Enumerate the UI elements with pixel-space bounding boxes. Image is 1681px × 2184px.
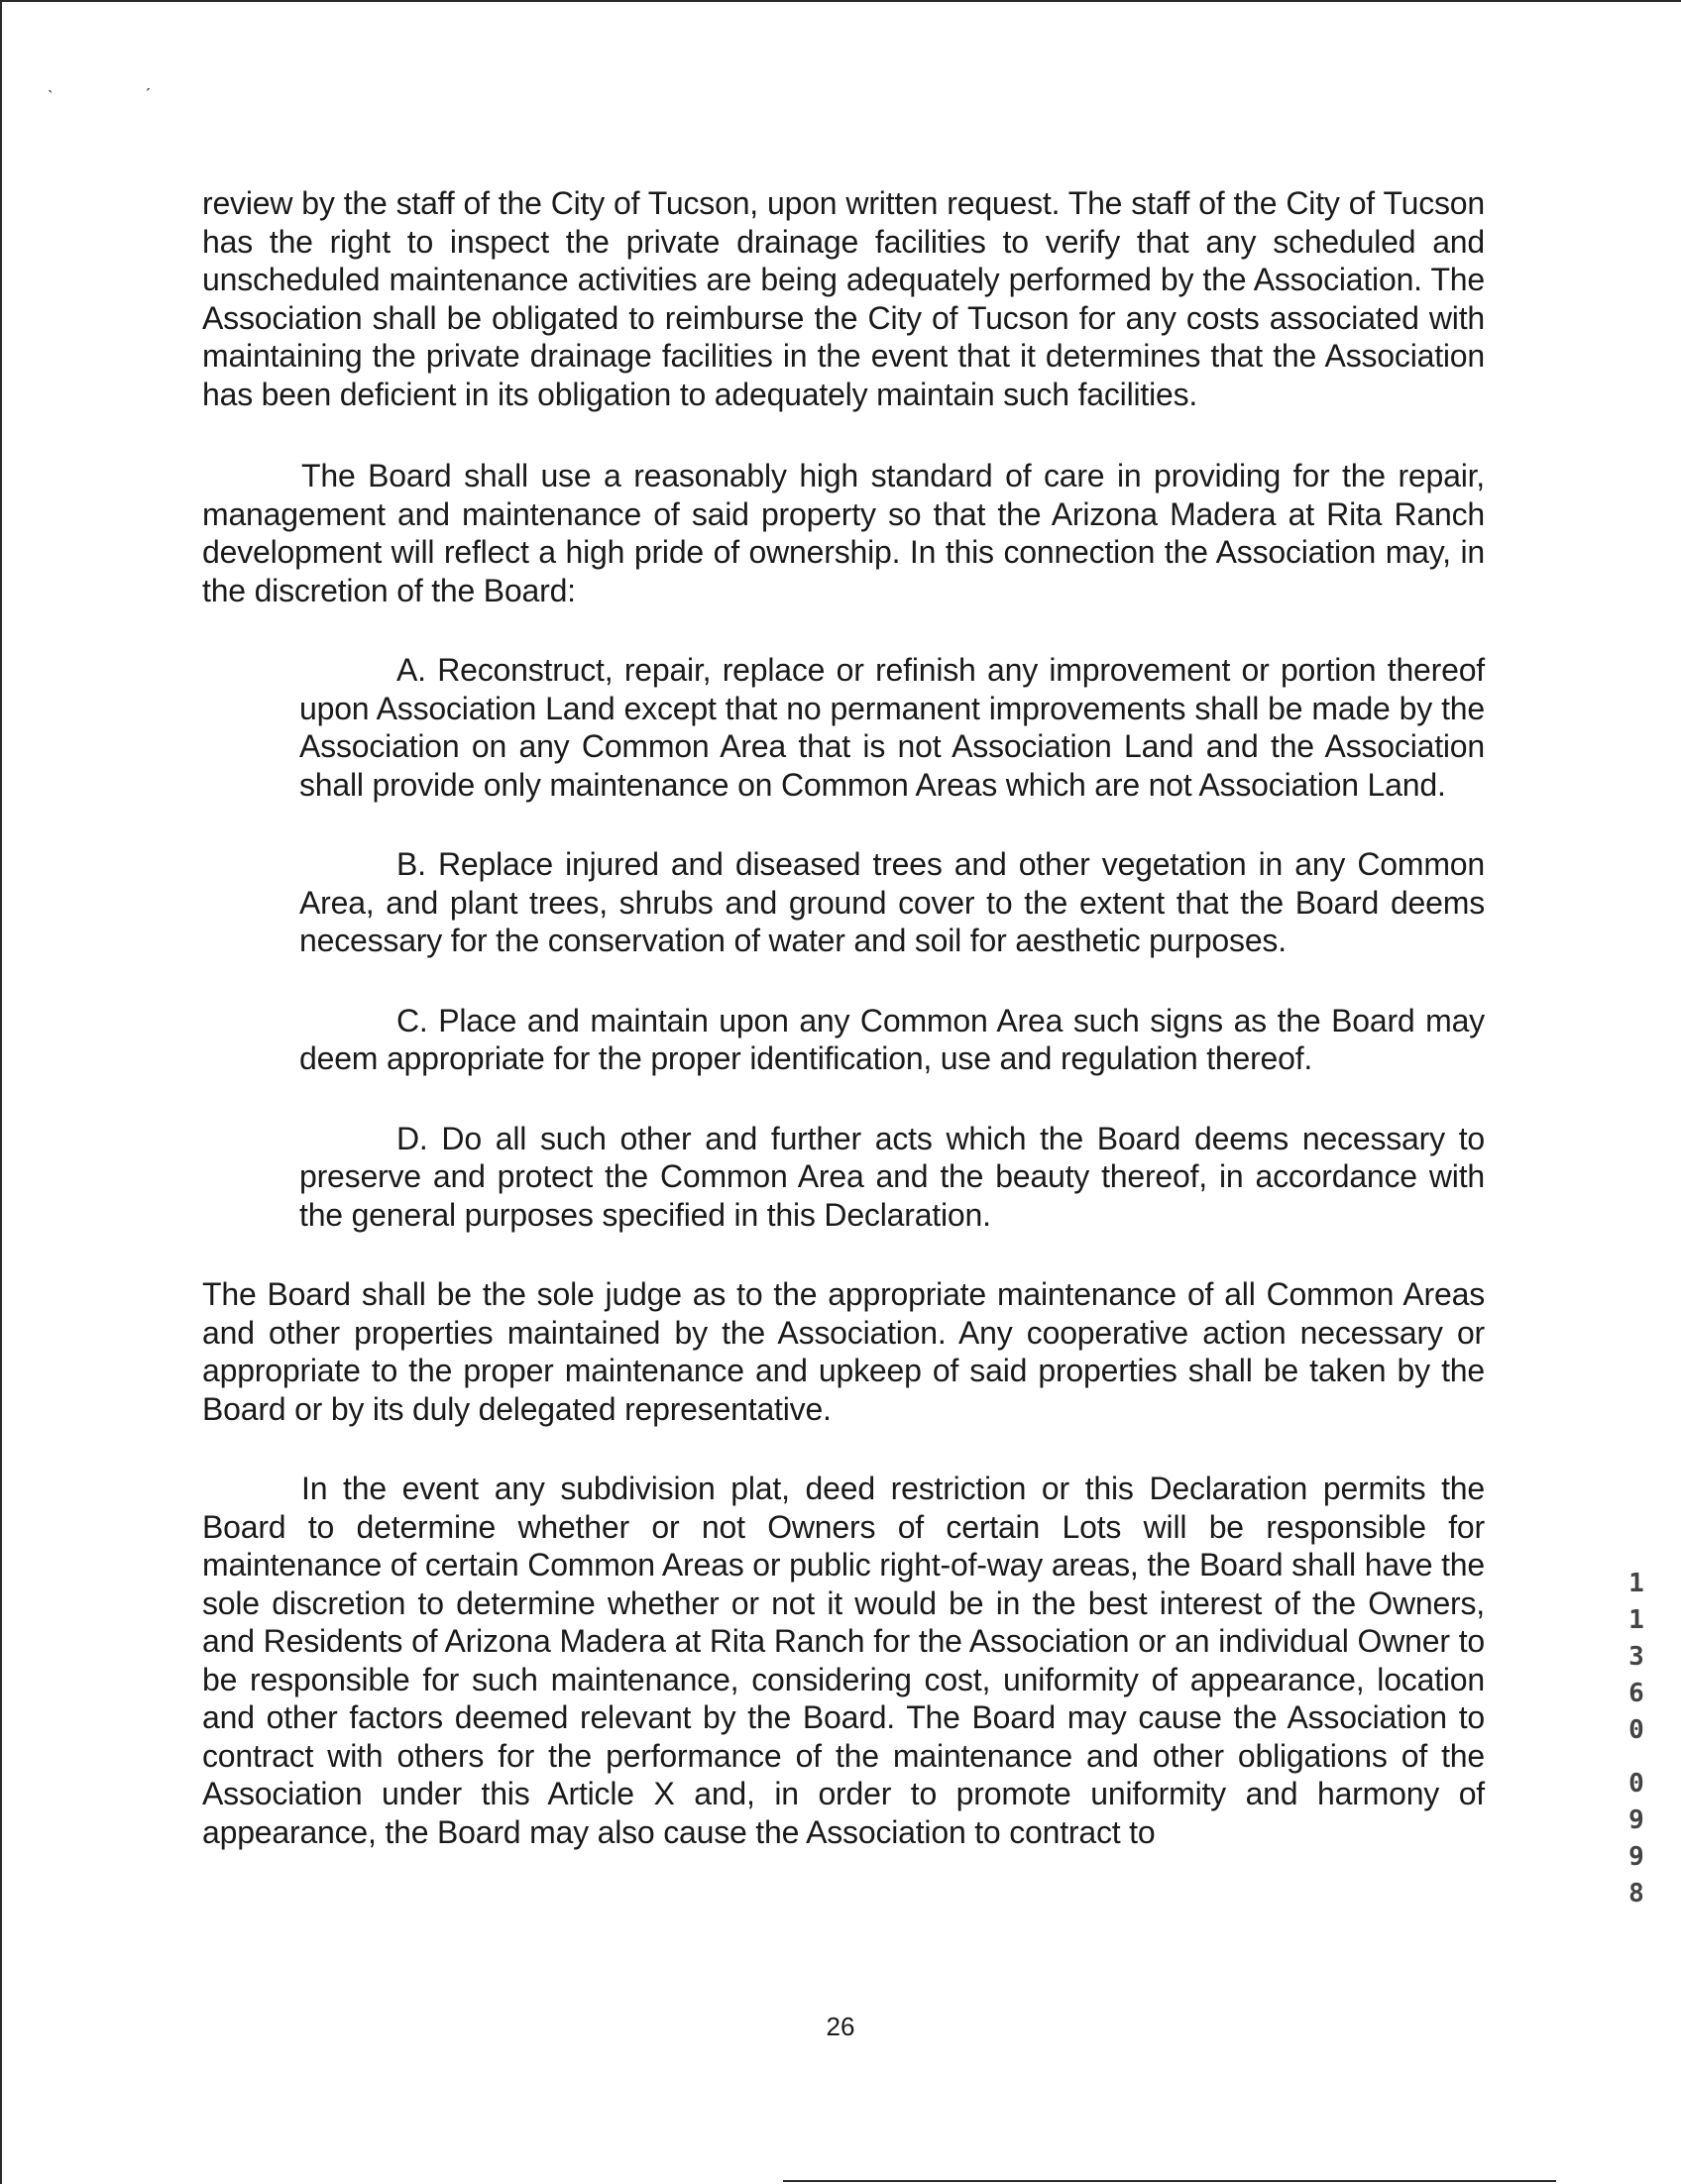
list-item-c: C. Place and maintain upon any Common Area such signs as the Board may deem appropriate for the proper identification, use and regulation thereof. (299, 1002, 1485, 1076)
stamp-digit: 1 (1628, 1569, 1644, 1598)
stamp-digit: 3 (1628, 1642, 1644, 1672)
recording-stamp-lower (1622, 1766, 1651, 1912)
stamp-digit: 9 (1628, 1805, 1644, 1835)
paragraph-board-standard-of-care: The Board shall use a reasonably high standard of care in providing for the repair, management and maintenance of said property so that the Arizona Madera at Rita Ranch development will reflect a high pride of ownership. In this connection the Association may, in the discretion of the Board: (202, 458, 1485, 608)
paragraph-maintenance-responsibility: In the event any subdivision plat, deed restriction or this Declaration permits the Board to determine whether or not Owners of certain Lots will be responsible for maintenance of certain Common Areas or public right-of-way areas, the Board shall have the sole discretion to determine whether or not it would be in the best interest of the Owners, and Residents of Arizona Madera at Rita Ranch for the Association or an individual Owner to be responsible for such maintenance, considering cost, uniformity of appearance, location and other factors deemed relevant by the Board. The Board may cause the Association to contract with others for the performance of the maintenance and other obligations of the Association under this Article X and, in order to promote uniformity and harmony of appearance, the Board may also cause the Association to contract to (202, 1471, 1485, 1850)
document-body (202, 184, 1485, 1851)
list-item-a: A. Reconstruct, repair, replace or refinish any improvement or portion thereof upon Association Land except that no permanent improvements shall be made by the Association on any Common Area that is not Association Land and the Association shall provide only maintenance on Common Areas which are not Association Land. (299, 652, 1485, 803)
page-edge-left (0, 0, 2, 2184)
paragraph-board-sole-judge: The Board shall be the sole judge as to the appropriate maintenance of all Common Areas and other properties maintained by the Association. Any cooperative action necessary or appropriate to the proper maintenance and upkeep of said properties shall be taken by the Board or by its duly delegated representative. (202, 1276, 1485, 1427)
stamp-digit: 1 (1628, 1605, 1644, 1635)
list-item-d: D. Do all such other and further acts which the Board deems necessary to preserve and protect the Common Area and the beauty thereof, in accordance with the general purposes specified in this Declaration. (299, 1120, 1485, 1233)
paragraph-continued: review by the staff of the City of Tucson, upon written request. The staff of the City of Tucson has the right to inspect the private drainage facilities to verify that any scheduled and unscheduled maintenance activities are being adequately performed by the Association. The Association shall be obligated to reimburse the City of Tucson for any costs associated with maintaining the private drainage facilities in the event that it determines that the Association has been deficient in its obligation to adequately maintain such facilities. (202, 185, 1485, 412)
page-edge-bottom (783, 2180, 1556, 2182)
stamp-digit: 9 (1628, 1842, 1644, 1872)
page-edge-top (0, 0, 1681, 2)
stamp-digit: 8 (1628, 1879, 1644, 1909)
scan-speck: ˏ (145, 71, 151, 91)
scan-speck: ˎ (48, 73, 54, 93)
list-item-b: B. Replace injured and diseased trees and other vegetation in any Common Area, and plant trees, shrubs and ground cover to the extent that the Board deems necessary for the conservation of water and soil for aesthetic purposes. (299, 846, 1485, 958)
stamp-digit: 0 (1628, 1715, 1644, 1745)
stamp-digit: 6 (1628, 1679, 1644, 1708)
page-number: 26 (826, 2012, 855, 2041)
recording-stamp-upper (1622, 1566, 1651, 1749)
stamp-digit: 0 (1628, 1769, 1644, 1799)
